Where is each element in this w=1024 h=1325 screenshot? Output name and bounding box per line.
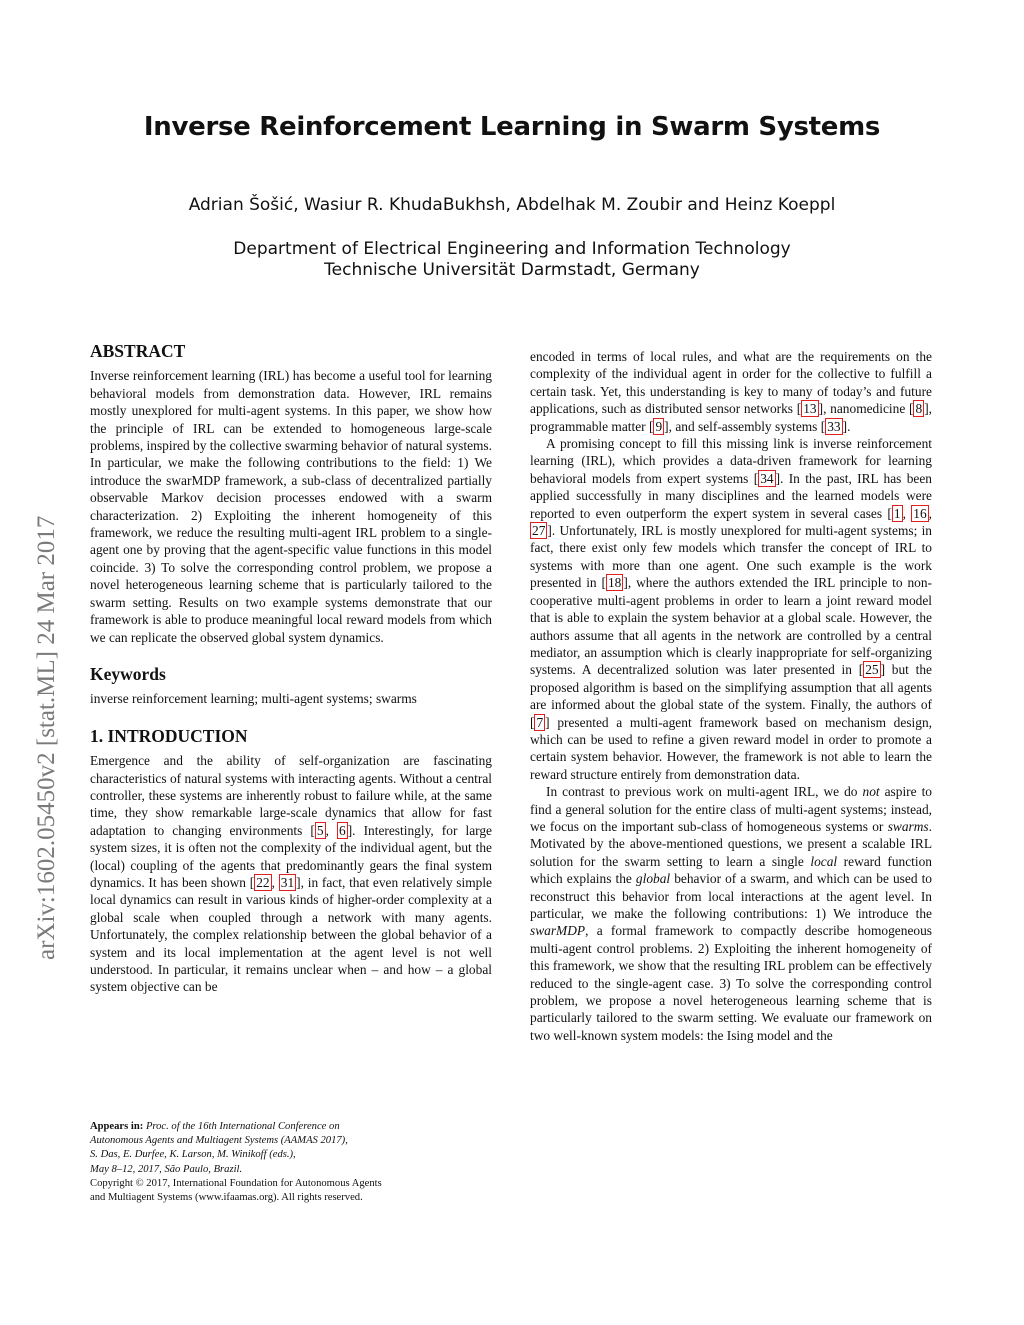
citation-link[interactable]: 25 (865, 662, 879, 678)
citation-link[interactable]: 33 (827, 418, 841, 434)
citation-link[interactable]: 22 (256, 874, 270, 890)
abstract-text: Inverse reinforcement learning (IRL) has become a useful tool for learning behavioral models from demonstration data. However, IRL remains mostly unexplored for multi-agent systems. In this paper, we show how the principle of IRL can be extended to homogeneous large-scale problems, inspired by the collective swarming behavior of natural systems. In particular, we make the following contributions to the field: 1) We introduce the swarMDP framework, a sub-class of decentralized partially observable Markov decision processes endowed with a swarm characterization. 2) Exploiting the inherent homogeneity of this framework, we reduce the resulting multi-agent IRL problem to a single-agent one by proving that the agent-specific value functions in this model coincide. 3) To solve the corresponding control problem, we propose a novel heterogeneous learning scheme that is particularly tailored to the swarm setting. Results on two example systems demonstrate that our framework is able to produce meaningful local reward models from which we can replicate the observed global system dynamics. (90, 368, 492, 645)
author-list: Adrian Šošić, Wasiur R. KhudaBukhsh, Abdelhak M. Zoubir and Heinz Koeppl (188, 195, 836, 215)
citation-link[interactable]: 18 (607, 575, 622, 591)
copyright-line: and Multiagent Systems (www.ifaamas.org). All rights reserved. (90, 1192, 363, 1204)
citation-link[interactable]: 31 (280, 874, 295, 890)
affiliation (0, 239, 1024, 281)
body-paragraph: In contrast to previous work on multi-agent IRL, we do not aspire to find a general solution for the entire class of multi-agent systems; instead, we focus on the important sub-class of homogeneous systems or swarms. Motivated by the above-mentioned questions, we present a scalable IRL solution for the swarm setting to learn a single local reward function which explains the global behavior of a swarm, and which can be used to reconstruct this behavior from local interactions at the agent level. In particular, we make the following contributions: 1) We introduce the swarMDP, a formal framework to compactly describe homogeneous multi-agent control problems. 2) Exploiting the inherent homogeneity of this framework, we show that the resulting IRL problem can be effectively reduced to the single-agent case. 3) To solve the corresponding control problem, we propose a novel heterogeneous learning scheme that is particularly tailored to the swarm setting. We evaluate our framework on two well-known system models: the Ising model and the (530, 784, 932, 1043)
arxiv-identifier-stamp: arXiv:1602.05450v2 [stat.ML] 24 Mar 2017 (33, 515, 60, 960)
left-column (90, 343, 492, 996)
body-paragraph: A promising concept to fill this missing link is inverse reinforcement learning (IRL), which provides a data-driven framework for learning behavioral models from expert systems [ 34 ]. In the past, IRL has been applied successfully in many disciplines and the learned models were reported to even outperform the expert system in several cases [ 1 , 16 , 27 ]. Unfortunately, IRL is mostly unexplored for multi-agent systems; in fact, there exist only few models which transfer the concept of IRL to systems with more than one agent. One such example is the work presented in [ 18 ], where the authors extended the IRL principle to non-cooperative multi-agent problems in order to learn a joint reward model that is able to explain the system behavior at a global scale. However, the authors assume that all agents in the network are controlled by a central mediator, an assumption which is clearly inappropriate for self-organizing systems. A decentralized solution was later presented in [ 25 ] but the proposed algorithm is based on the simplifying assumption that all agents are informed about the global state of the system. Finally, the authors of [ 7 ] presented a multi-agent framework based on mechanism design, which can be used to refine a given reward model in order to promote a certain system behavior. However, the framework is not able to learn the reward structure entirely from demonstration data. (530, 436, 932, 782)
keywords-text: inverse reinforcement learning; multi-agent systems; swarms (90, 691, 417, 707)
keywords-heading: Keywords (90, 663, 166, 684)
introduction-heading: 1. INTRODUCTION (90, 725, 248, 746)
citation-link[interactable]: 34 (760, 470, 774, 486)
citation-link[interactable]: 6 (339, 822, 346, 838)
body-paragraph: encoded in terms of local rules, and what are the requirements on the complexity of the individual agent in order for the collective to fulfill a certain task. Yet, this understanding is key to many of today’s and future applications, such as distributed sensor networks [ 13 ], nanomedicine [ 8 ], programmable matter [ 9 ], and self-assembly systems [ 33 ]. (530, 349, 933, 434)
footnote-label: Appears in: (90, 1121, 144, 1132)
citation-link[interactable]: 13 (803, 401, 817, 417)
abstract-heading: ABSTRACT (90, 341, 186, 361)
paper-title: Inverse Reinforcement Learning in Swarm Systems (143, 112, 881, 142)
citation-link[interactable]: 9 (655, 418, 663, 434)
citation-link[interactable]: 27 (532, 523, 546, 539)
introduction-paragraph: Emergence and the ability of self-organization are fascinating characteristics of natural systems with interacting agents. Without a central controller, these systems are inherently robust to failure while, at the same time, they show remarkable large-scale dynamics that allow for fast adaptation to changing environments [ 5 , 6 ]. Interestingly, for large system sizes, it is often not the complexity of the individual agent, but the (local) coupling of the agents that predominantly gears the final system dynamics. It has been shown [ 22 , 31 ], in fact, that even relatively simple local dynamics can result in various kinds of higher-order complexity at a global scale when coupled through a network with many agents. Unfortunately, the complex relationship between the global behavior of a system and its local implementation at the agent level is not well understood. In particular, it remains unclear when – and how – a global system objective can be (90, 753, 492, 995)
right-column (530, 348, 932, 1044)
affiliation-department: Department of Electrical Engineering and Information Technology (233, 239, 791, 259)
citation-link[interactable]: 1 (893, 505, 901, 521)
conference-footnote: Appears in: Proc. of the 16th International Conference on Autonomous Agents and Multiagent Systems (AAMAS 2017), S. Das, E. Durfee, K. Larson, M. Winikoff (eds.), May 8–12, 2017, São Paulo, Brazil. Copyright © 2017, International Foundation for Autonomous Agents and Multiagent Systems (www.ifaamas.org). All rights reserved. (90, 1120, 492, 1205)
citation-link[interactable]: 8 (915, 401, 923, 417)
copyright-line: Copyright © 2017, International Foundation for Autonomous Agents (90, 1177, 382, 1189)
citation-link[interactable]: 5 (316, 822, 324, 838)
affiliation-university: Technische Universität Darmstadt, Germany (324, 260, 700, 280)
citation-link[interactable]: 7 (536, 714, 544, 730)
citation-link[interactable]: 16 (913, 505, 927, 521)
